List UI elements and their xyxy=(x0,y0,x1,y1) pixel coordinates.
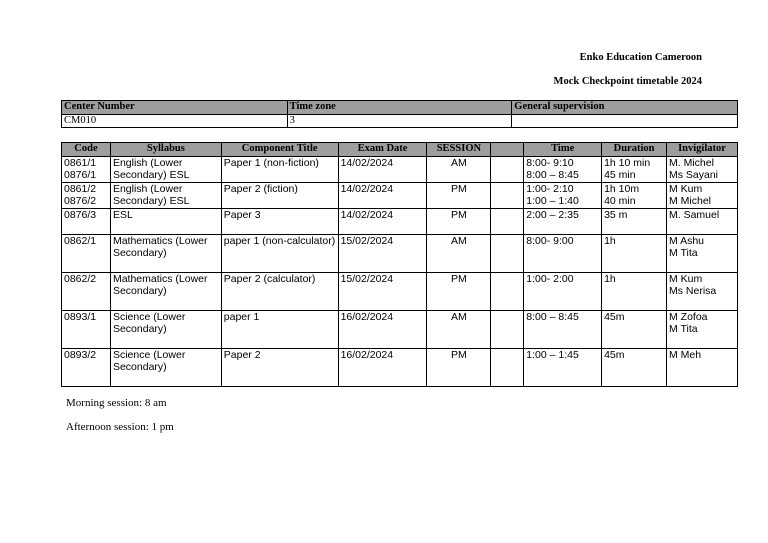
exam-date-cell: 14/02/2024 xyxy=(338,208,427,234)
syllabus-header: Syllabus xyxy=(110,143,221,157)
code-cell: 0862/2 xyxy=(62,272,111,310)
document-title: Mock Checkpoint timetable 2024 xyxy=(553,76,702,87)
timetable-body xyxy=(62,156,738,386)
component-title-cell: Paper 2 xyxy=(221,348,338,386)
invigilator-cell: M Ashu M Tita xyxy=(667,234,738,272)
blank-header xyxy=(491,143,524,157)
blank-cell xyxy=(491,348,524,386)
time-cell: 8:00 – 8:45 xyxy=(524,310,602,348)
session-cell: AM xyxy=(427,234,491,272)
duration-cell: 1h 10 min 45 min xyxy=(602,156,667,182)
syllabus-cell: Mathematics (Lower Secondary) xyxy=(110,234,221,272)
morning-session-note: Morning session: 8 am xyxy=(66,397,167,409)
session-cell: PM xyxy=(427,182,491,208)
invigilator-cell: M. Samuel xyxy=(667,208,738,234)
time-cell: 1:00- 2:10 1:00 – 1:40 xyxy=(524,182,602,208)
component-title-cell: Paper 2 (calculator) xyxy=(221,272,338,310)
center-info-value-row xyxy=(62,114,738,128)
component-title-cell: paper 1 xyxy=(221,310,338,348)
syllabus-cell: Mathematics (Lower Secondary) xyxy=(110,272,221,310)
time-cell: 1:00- 2:00 xyxy=(524,272,602,310)
blank-cell xyxy=(491,182,524,208)
time-header: Time xyxy=(524,143,602,157)
component-title-cell: Paper 3 xyxy=(221,208,338,234)
component-title-cell: Paper 1 (non-fiction) xyxy=(221,156,338,182)
code-cell: 0861/1 0876/1 xyxy=(62,156,111,182)
code-cell: 0861/2 0876/2 xyxy=(62,182,111,208)
session-cell: PM xyxy=(427,348,491,386)
table-row xyxy=(62,310,738,348)
syllabus-cell: ESL xyxy=(110,208,221,234)
table-row xyxy=(62,156,738,182)
blank-cell xyxy=(491,310,524,348)
table-row xyxy=(62,208,738,234)
blank-cell xyxy=(491,272,524,310)
session-cell: AM xyxy=(427,310,491,348)
afternoon-session-note: Afternoon session: 1 pm xyxy=(66,421,174,433)
component-title-header: Component Title xyxy=(221,143,338,157)
exam-date-cell: 16/02/2024 xyxy=(338,310,427,348)
table-row xyxy=(62,182,738,208)
code-cell: 0893/2 xyxy=(62,348,111,386)
invigilator-cell: M Zofoa M Tita xyxy=(667,310,738,348)
exam-date-cell: 15/02/2024 xyxy=(338,234,427,272)
invigilator-cell: M Kum M Michel xyxy=(667,182,738,208)
table-row xyxy=(62,234,738,272)
time-cell: 1:00 – 1:45 xyxy=(524,348,602,386)
blank-cell xyxy=(491,234,524,272)
component-title-cell: paper 1 (non-calculator) xyxy=(221,234,338,272)
center-info-header-row xyxy=(62,101,738,115)
duration-cell: 45m xyxy=(602,310,667,348)
invigilator-cell: M Meh xyxy=(667,348,738,386)
time-cell: 2:00 – 2:35 xyxy=(524,208,602,234)
time-zone-header: Time zone xyxy=(287,101,512,115)
syllabus-cell: English (Lower Secondary) ESL xyxy=(110,156,221,182)
table-row xyxy=(62,272,738,310)
session-cell: AM xyxy=(427,156,491,182)
duration-header: Duration xyxy=(602,143,667,157)
duration-cell: 1h xyxy=(602,272,667,310)
code-cell: 0862/1 xyxy=(62,234,111,272)
general-supervision-header: General supervision xyxy=(512,101,738,115)
center-number-value: CM010 xyxy=(62,114,288,128)
code-header: Code xyxy=(62,143,111,157)
time-zone-value: 3 xyxy=(287,114,512,128)
exam-timetable xyxy=(61,142,738,387)
syllabus-cell: Science (Lower Secondary) xyxy=(110,348,221,386)
code-cell: 0893/1 xyxy=(62,310,111,348)
exam-date-header: Exam Date xyxy=(338,143,427,157)
duration-cell: 1h xyxy=(602,234,667,272)
invigilator-header: Invigilator xyxy=(667,143,738,157)
syllabus-cell: Science (Lower Secondary) xyxy=(110,310,221,348)
duration-cell: 35 m xyxy=(602,208,667,234)
center-number-header: Center Number xyxy=(62,101,288,115)
exam-date-cell: 15/02/2024 xyxy=(338,272,427,310)
blank-cell xyxy=(491,156,524,182)
session-cell: PM xyxy=(427,272,491,310)
time-cell: 8:00- 9:00 xyxy=(524,234,602,272)
invigilator-cell: M. Michel Ms Sayani xyxy=(667,156,738,182)
exam-date-cell: 16/02/2024 xyxy=(338,348,427,386)
general-supervision-value xyxy=(512,114,738,128)
center-info-table xyxy=(61,100,738,128)
table-row xyxy=(62,348,738,386)
duration-cell: 45m xyxy=(602,348,667,386)
exam-date-cell: 14/02/2024 xyxy=(338,156,427,182)
exam-date-cell: 14/02/2024 xyxy=(338,182,427,208)
duration-cell: 1h 10m 40 min xyxy=(602,182,667,208)
component-title-cell: Paper 2 (fiction) xyxy=(221,182,338,208)
invigilator-cell: M Kum Ms Nerisa xyxy=(667,272,738,310)
code-cell: 0876/3 xyxy=(62,208,111,234)
session-header: SESSION xyxy=(427,143,491,157)
organization-name: Enko Education Cameroon xyxy=(579,52,702,63)
time-cell: 8:00- 9:10 8:00 – 8:45 xyxy=(524,156,602,182)
session-cell: PM xyxy=(427,208,491,234)
syllabus-cell: English (Lower Secondary) ESL xyxy=(110,182,221,208)
timetable-header-row xyxy=(62,143,738,157)
blank-cell xyxy=(491,208,524,234)
